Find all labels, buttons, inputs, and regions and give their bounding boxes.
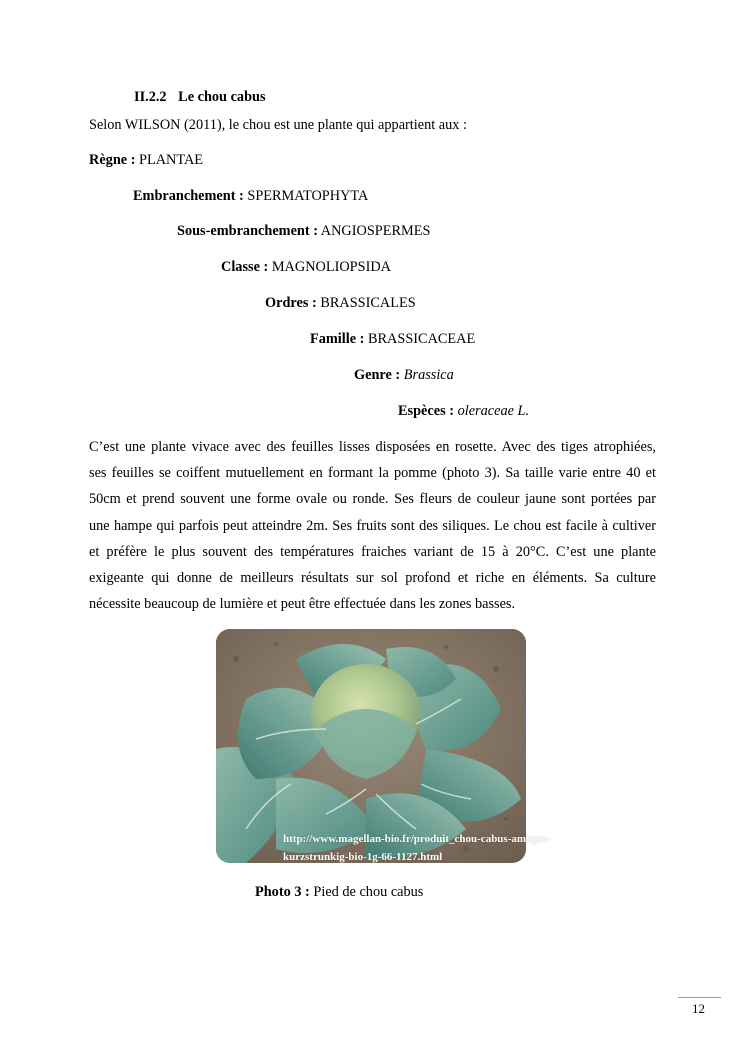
taxonomy-label: Classe :: [221, 259, 269, 275]
paragraph-line: nécessite beaucoup de lumière et peut être effectuée dans les zones basses.: [89, 596, 516, 613]
taxonomy-label: Ordres :: [265, 295, 317, 311]
footer-rule: [678, 997, 721, 998]
paragraph-line: une hampe qui parfois peut atteindre 2m. Ses fruits sont des siliques. Le chou est facile à cultiver: [89, 517, 656, 534]
caption-label: Photo 3 :: [255, 884, 310, 900]
page-number: 12: [692, 1001, 705, 1016]
taxonomy-label: Famille :: [310, 331, 365, 347]
taxonomy-ordres: [265, 295, 416, 312]
photo-caption: [255, 884, 423, 901]
taxonomy-value: MAGNOLIOPSIDA: [271, 259, 391, 275]
section-number: II.2.2: [134, 89, 167, 105]
taxonomy-especes: [398, 403, 529, 420]
photo-source-url: http://www.magellan-bio.fr/produit_chou-cabus-amager-kurzstrunkig-bio-1g-66-1127.html: [283, 833, 551, 863]
taxonomy-classe: [221, 259, 391, 276]
taxonomy-label: Sous-embranchement :: [177, 223, 318, 239]
description-paragraph: [89, 434, 656, 617]
caption-text: Pied de chou cabus: [313, 884, 424, 900]
taxonomy-embranchement: [133, 188, 368, 205]
paragraph-line: ses feuilles se coiffent mutuellement en formant la pomme (photo 3). Sa taille varie entre 40 et: [89, 465, 656, 482]
taxonomy-label: Genre :: [354, 367, 401, 383]
paragraph-line: exigeante qui donne de meilleurs résultats sur sol profond et riche en éléments. Sa culture: [89, 570, 656, 587]
paragraph-line: et préfère le plus souvent des températures fraiches variant de 15 à 20°C. C’est une plante: [89, 543, 656, 560]
taxonomy-genre: [354, 367, 454, 384]
paragraph-line: C’est une plante vivace avec des feuilles lisses disposées en rosette. Avec des tiges atrophiées,: [89, 439, 656, 455]
taxonomy-value: BRASSICACEAE: [367, 331, 476, 347]
taxonomy-value: BRASSICALES: [320, 295, 416, 311]
section-title: Le chou cabus: [178, 89, 266, 105]
paragraph-line: 50cm et prend souvent une forme ovale ou ronde. Ses fleurs de couleur jaune sont portées par: [89, 491, 656, 508]
taxonomy-sous-embranchement: [177, 223, 430, 240]
taxonomy-regne: [89, 152, 203, 169]
taxonomy-value: ANGIOSPERMES: [320, 223, 431, 239]
taxonomy-value: SPERMATOPHYTA: [247, 188, 369, 204]
taxonomy-label: Espèces :: [398, 403, 454, 419]
taxonomy-value: PLANTAE: [139, 152, 204, 168]
taxonomy-value: Brassica: [403, 367, 454, 383]
section-heading: [134, 89, 266, 106]
taxonomy-value: oleraceae L.: [457, 403, 530, 419]
cabbage-photo: [216, 629, 526, 863]
taxonomy-label: Règne :: [89, 152, 136, 168]
taxonomy-famille: [310, 331, 475, 348]
intro-sentence: Selon WILSON (2011), le chou est une plante qui appartient aux :: [89, 117, 467, 133]
taxonomy-label: Embranchement :: [133, 188, 244, 204]
